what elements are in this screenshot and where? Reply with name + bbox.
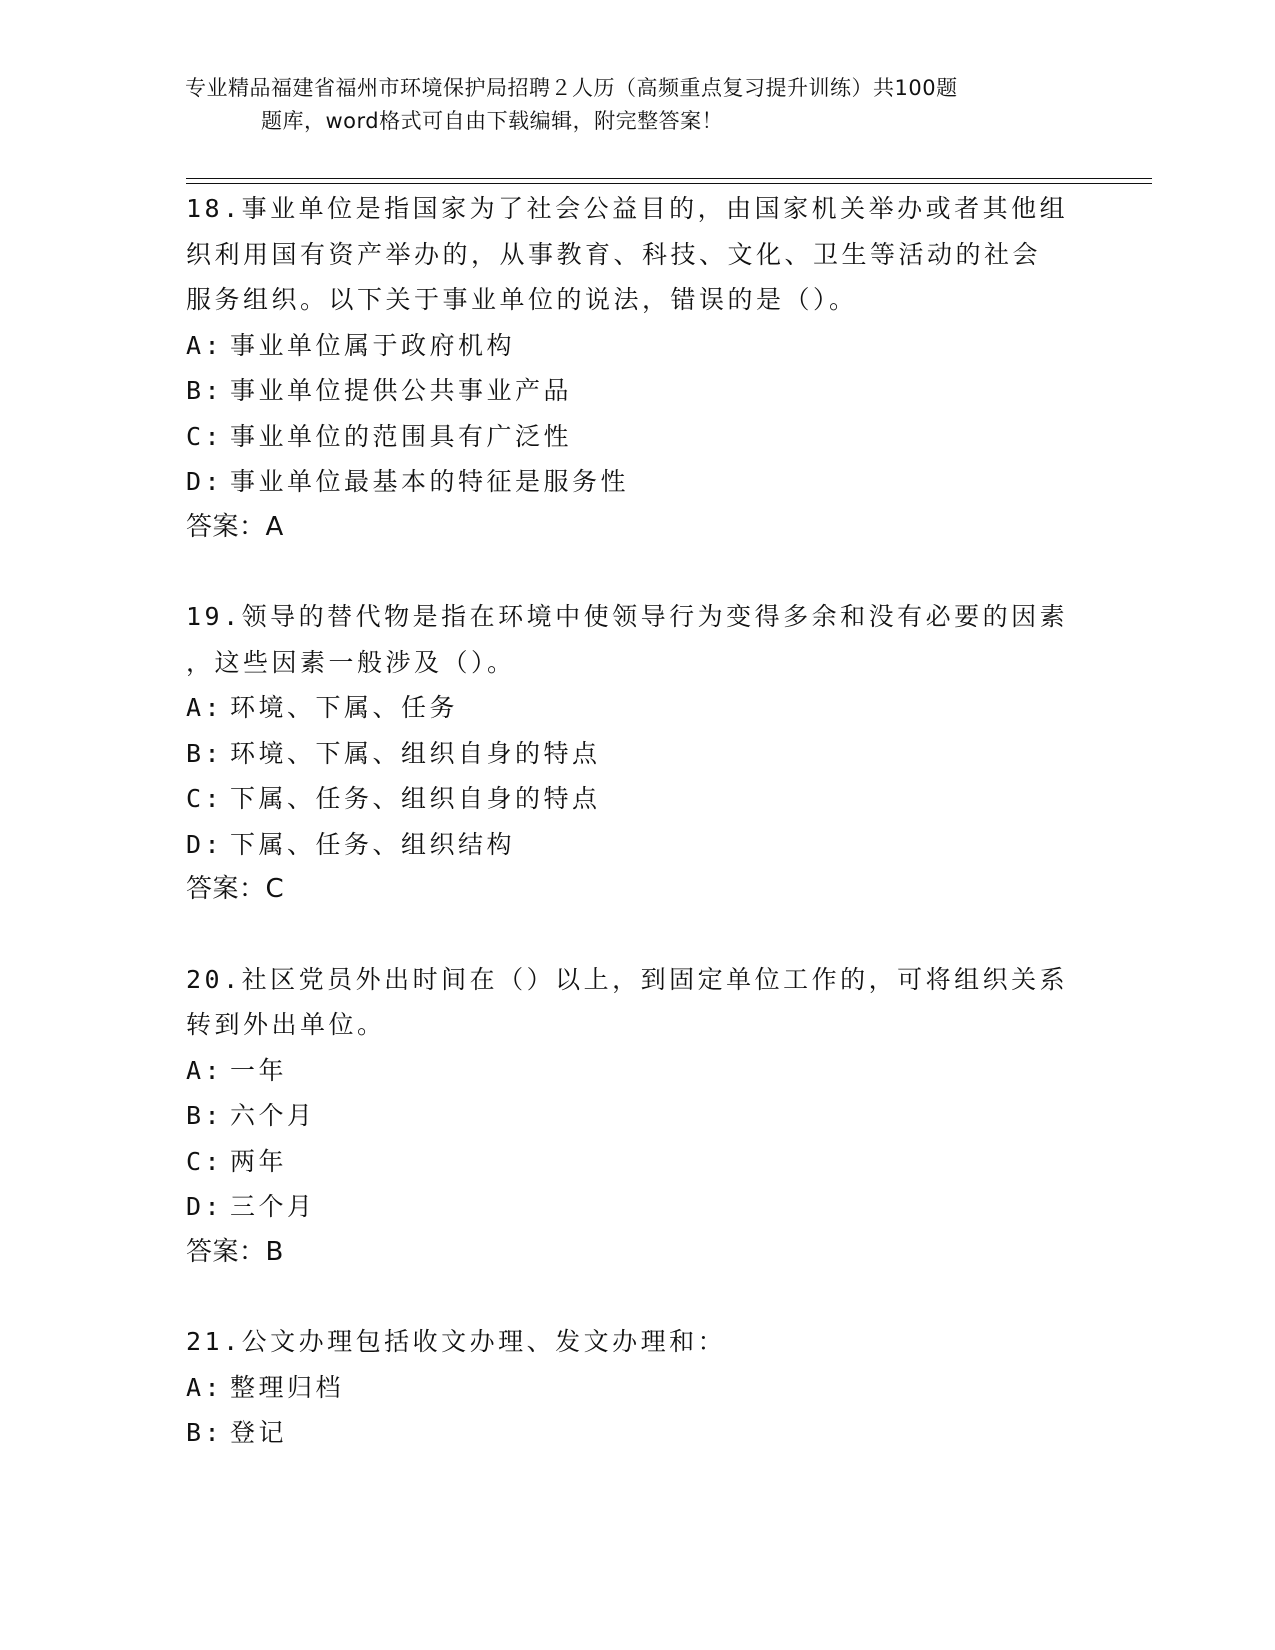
question-stem-line: ，这些因素一般涉及（）。 — [186, 647, 516, 677]
option-key: C: — [186, 1146, 224, 1176]
option-d — [186, 822, 1086, 868]
option-key: D: — [186, 829, 224, 859]
question-stem-line: 服务组织。以下关于事业单位的说法，错误的是（）。 — [186, 285, 858, 314]
option-text: 整理归档 — [230, 1372, 345, 1402]
option-a — [186, 1365, 1086, 1411]
answer-line: 答案：A — [186, 511, 284, 542]
answer-line: 答案：C — [186, 874, 285, 904]
document-header — [185, 72, 1085, 138]
option-key: D: — [186, 467, 224, 496]
option-text: 事业单位的范围具有广泛性 — [230, 421, 573, 451]
option-c — [186, 776, 1086, 822]
option-key: A: — [186, 1372, 224, 1402]
question-stem-line: 21.公文办理包括收文办理、发文办理和： — [186, 1327, 727, 1356]
option-text: 三个月 — [230, 1192, 316, 1221]
option-c — [186, 1139, 1086, 1185]
header-rule-bottom — [186, 183, 1152, 184]
option-b — [186, 731, 1086, 777]
question-list — [186, 186, 1086, 1500]
question-20 — [186, 957, 1086, 1276]
option-text: 下属、任务、组织结构 — [230, 829, 516, 859]
option-text: 事业单位属于政府机构 — [230, 330, 516, 360]
option-key: C: — [186, 784, 224, 813]
option-a — [186, 685, 1086, 731]
option-key: B: — [186, 1101, 224, 1130]
question-21 — [186, 1319, 1086, 1456]
option-d — [186, 459, 1086, 505]
header-rule-top — [186, 178, 1152, 179]
option-c — [186, 414, 1086, 460]
option-b — [186, 1093, 1086, 1139]
option-key: B: — [186, 376, 224, 405]
option-key: D: — [186, 1192, 224, 1221]
option-key: A: — [186, 1055, 224, 1085]
option-key: B: — [186, 738, 224, 768]
option-b — [186, 1410, 1086, 1456]
option-b — [186, 368, 1086, 414]
question-stem-line: 织利用国有资产举办的，从事教育、科技、文化、卫生等活动的社会 — [186, 239, 1042, 269]
option-key: A: — [186, 330, 224, 360]
option-key: C: — [186, 421, 224, 451]
option-text: 下属、任务、组织自身的特点 — [230, 784, 601, 813]
question-stem-line: 19.领导的替代物是指在环境中使领导行为变得多余和没有必要的因素 — [186, 602, 1069, 631]
answer-line: 答案：B — [186, 1236, 284, 1267]
option-d — [186, 1184, 1086, 1230]
question-19 — [186, 594, 1086, 913]
option-text: 两年 — [230, 1146, 288, 1176]
option-key: B: — [186, 1418, 224, 1447]
header-line-1: 专业精品福建省福州市环境保护局招聘２人历（高频重点复习提升训练）共100题 — [185, 76, 958, 100]
question-stem-line: 18.事业单位是指国家为了社会公益目的，由国家机关举办或者其他组 — [186, 194, 1069, 223]
option-a — [186, 323, 1086, 369]
header-line-2: 题库，word格式可自由下载编辑，附完整答案！ — [261, 109, 724, 133]
question-stem-line: 20.社区党员外出时间在（）以上，到固定单位工作的，可将组织关系 — [186, 964, 1069, 994]
question-stem-line: 转到外出单位。 — [186, 1010, 386, 1039]
option-text: 事业单位提供公共事业产品 — [230, 376, 573, 405]
question-18 — [186, 186, 1086, 550]
option-text: 事业单位最基本的特征是服务性 — [230, 467, 630, 496]
option-text: 登记 — [230, 1418, 288, 1447]
option-text: 环境、下属、任务 — [230, 693, 459, 722]
option-text: 环境、下属、组织自身的特点 — [230, 738, 601, 768]
option-a — [186, 1048, 1086, 1094]
option-text: 六个月 — [230, 1101, 316, 1130]
option-key: A: — [186, 693, 224, 722]
option-text: 一年 — [230, 1055, 288, 1085]
